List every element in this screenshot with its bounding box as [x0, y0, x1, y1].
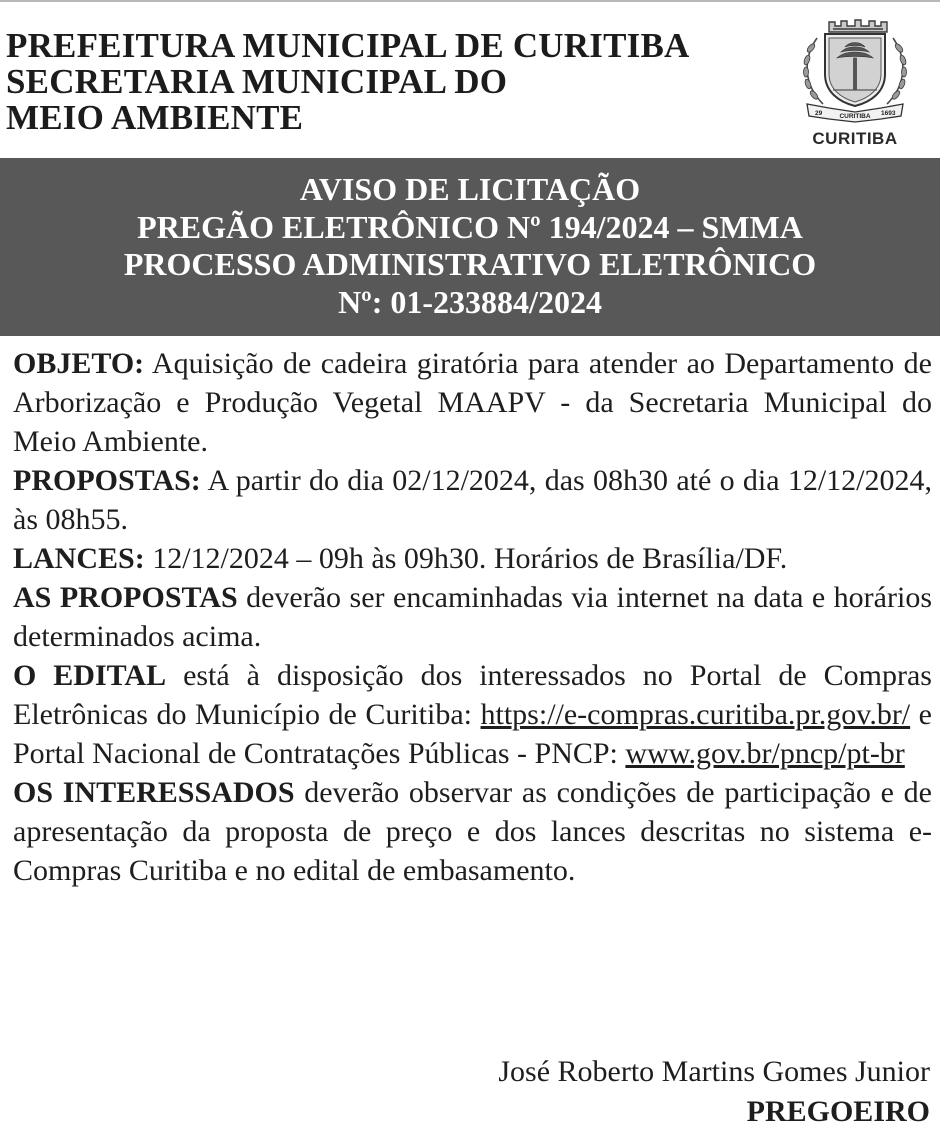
interessados-paragraph	[13, 773, 932, 890]
organization-line-3: MEIO AMBIENTE	[6, 98, 304, 137]
interessados-label: OS INTERESSADOS	[13, 776, 295, 809]
edital-text-1: está à disposição dos interessados no Portal de Compras Eletrônicas do Município de Curitiba:	[13, 659, 932, 731]
banner-line-4: Nº: 01-233884/2024	[338, 283, 602, 320]
lances-label: LANCES:	[13, 542, 145, 575]
logo-caption: CURITIBA	[812, 129, 898, 148]
banner-line-2: PREGÃO ELETRÔNICO Nº 194/2024 – SMMA	[137, 208, 803, 245]
edital-text-2: e Portal Nacional de Contratações Públicas - PNCP:	[13, 698, 932, 770]
organization-line-2: SECRETARIA MUNICIPAL DO	[6, 62, 508, 101]
objeto-text: Aquisição de cadeira giratória para atender ao Departamento de Arborização e Produção Vegetal MAAPV - da Secretaria Municipal do Meio Ambiente.	[13, 347, 932, 458]
banner-line-3: PROCESSO ADMINISTRATIVO ELETRÔNICO	[123, 246, 817, 282]
edital-paragraph	[13, 656, 932, 773]
notice-title-banner	[0, 158, 940, 336]
page-header	[0, 0, 940, 158]
lances-paragraph	[13, 539, 932, 578]
as-propostas-label: AS PROPOSTAS	[13, 581, 238, 614]
crest-year-left: 29	[815, 110, 823, 117]
signature-block	[498, 1052, 930, 1132]
crest-ribbon-text: CURITIBA	[839, 113, 871, 120]
ecompras-link[interactable]: https://e-compras.curitiba.pr.gov.br/	[480, 698, 911, 731]
lances-text: 12/12/2024 – 09h às 09h30. Horários de Brasília/DF.	[144, 542, 788, 575]
organization-line-1: PREFEITURA MUNICIPAL DE CURITIBA	[6, 26, 690, 65]
signatory-role: PREGOEIRO	[746, 1095, 930, 1128]
propostas-paragraph	[13, 461, 932, 539]
objeto-paragraph	[13, 344, 932, 461]
notice-body	[13, 344, 932, 890]
edital-label: O EDITAL	[13, 659, 167, 692]
propostas-label: PROPOSTAS:	[13, 464, 201, 497]
banner-line-1: AVISO DE LICITAÇÃO	[299, 171, 641, 207]
objeto-label: OBJETO:	[13, 347, 145, 380]
interessados-text: deverão observar as condições de participação e de apresentação da proposta de preço e dos lances descritas no sistema e-Compras Curitiba e no edital de embasamento.	[13, 776, 932, 887]
signatory-name: José Roberto Martins Gomes Junior	[498, 1055, 930, 1088]
crest-year-right: 1693	[881, 110, 896, 117]
as-propostas-text: deverão ser encaminhadas via internet na data e horários determinados acima.	[13, 581, 932, 653]
organization-name	[6, 28, 689, 136]
as-propostas-paragraph	[13, 578, 932, 656]
pncp-link[interactable]: www.gov.br/pncp/pt-br	[625, 737, 905, 770]
propostas-text: A partir do dia 02/12/2024, das 08h30 até o dia 12/12/2024, às 08h55.	[13, 464, 932, 536]
curitiba-coat-of-arms-icon	[793, 18, 917, 124]
